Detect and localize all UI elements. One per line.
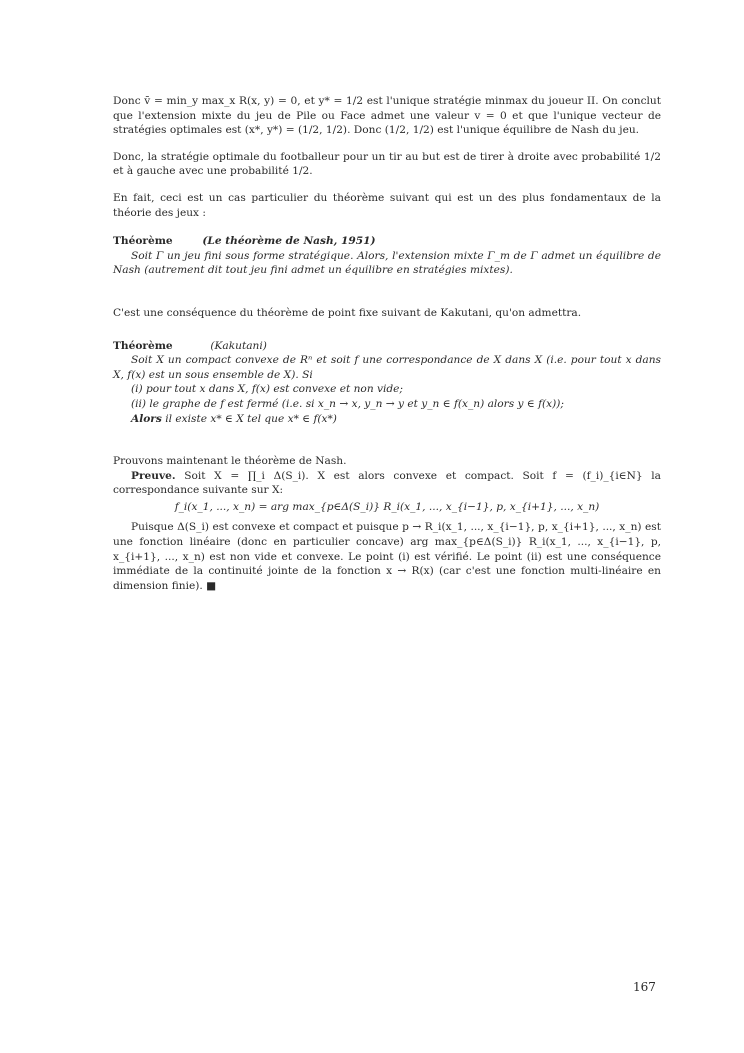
qed-square-icon: ■: [206, 579, 217, 592]
theorem-kakutani-condition-1: (i) pour tout x dans X, f(x) est convexe et non vide;: [131, 383, 403, 396]
theorem-title: (Le théorème de Nash, 1951): [202, 235, 376, 248]
theorem-label: Théorème: [113, 235, 173, 248]
proof-paragraph: [113, 469, 661, 498]
page-number: 167: [633, 980, 656, 994]
proof-text: Soit X = ∏_i Δ(S_i). X est alors convexe et compact. Soit f = (f_i)_{i∈N} la correspondance suivante sur X:: [113, 469, 661, 497]
paragraph-minmax-conclusion: Donc v̄ = min_y max_x R(x, y) = 0, et y* = 1/2 est l'unique stratégie minmax du joueur II. On conclut que l'extension mixte du jeu de Pile ou Face admet une valeur v = 0 et que l'unique vecteur de stratégies optimales est (x*, y*) = (1/2, 1/2). Donc (1/2, 1/2) est l'unique équilibre de Nash du jeu.: [113, 95, 661, 137]
paragraph-special-case: En fait, ceci est un cas particulier du théorème suivant qui est un des plus fondamentaux de la théorie des jeux :: [113, 191, 661, 219]
paragraph-kakutani-intro: C'est une conséquence du théorème de point fixe suivant de Kakutani, qu'on admettra.: [113, 306, 582, 319]
page-body: [113, 94, 661, 593]
proof-conclusion-paragraph: [113, 520, 661, 593]
theorem-kakutani-condition-2: (ii) le graphe de f est fermé (i.e. si x_n → x, y_n → y et y_n ∈ f(x_n) alors y ∈ f(x));: [131, 397, 564, 410]
paragraph-footballer: Donc, la stratégie optimale du footballeur pour un tir au but est de tirer à droite avec probabilité 1/2 et à gauche avec une probabilité 1/2.: [113, 150, 661, 178]
proof-label: Preuve.: [131, 469, 176, 482]
paragraph-prove-nash: Prouvons maintenant le théorème de Nash.: [113, 455, 347, 468]
proof-conclusion-text: Puisque Δ(S_i) est convexe et compact et puisque p → R_i(x_1, ..., x_{i−1}, p, x_{i+1}, ..., x_n) est une fonction linéaire (donc en particulier concave) arg max_{p∈Δ(S_i)} R_i(x_1, ..., x_{i−1}, p, x_{i+1}, ..., x_n) est non vide et convexe. Le point (i) est vérifié. Le point (ii) est une conséquence immédiate de la continuité jointe de la fonction x → R(x) (car c'est une fonction multi-linéaire en dimension finie).: [113, 521, 661, 592]
theorem-nash-statement: Soit Γ un jeu fini sous forme stratégique. Alors, l'extension mixte Γ_m de Γ admet un équilibre de Nash (autrement dit tout jeu fini admet un équilibre en stratégies mixtes).: [113, 249, 661, 277]
theorem-kakutani-statement: Soit X un compact convexe de Rⁿ et soit f une correspondance de X dans X (i.e. pour tout x dans X, f(x) est un sous ensemble de X). Si: [113, 354, 661, 381]
theorem-title: (Kakutani): [210, 339, 267, 352]
conclusion-keyword: Alors: [131, 412, 162, 425]
theorem-label: Théorème: [113, 339, 173, 352]
theorem-nash-heading: [113, 234, 661, 249]
conclusion-text: il existe x* ∈ X tel que x* ∈ f(x*): [165, 412, 337, 425]
proof-display-equation: f_i(x_1, ..., x_n) = arg max_{p∈Δ(S_i)} R_i(x_1, ..., x_{i−1}, p, x_{i+1}, ..., x_n): [174, 500, 600, 513]
theorem-kakutani-conclusion: [113, 412, 661, 427]
theorem-kakutani-heading: [113, 339, 661, 354]
